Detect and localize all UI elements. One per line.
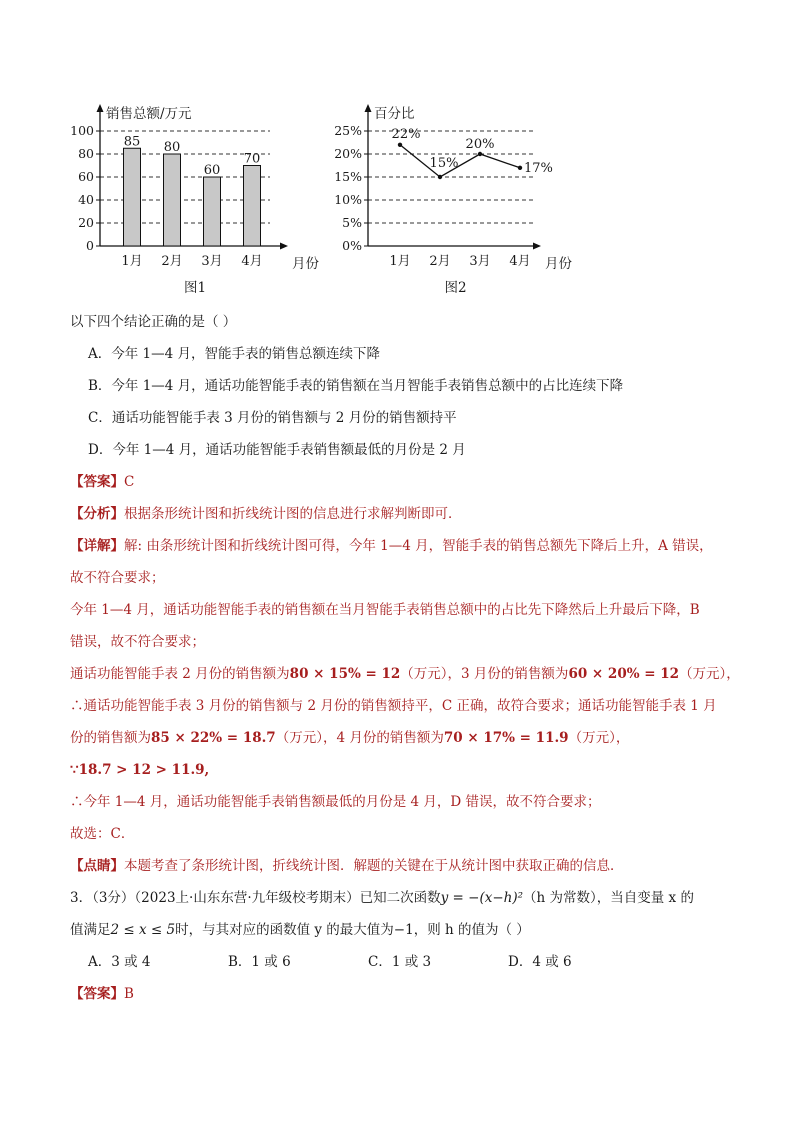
y-axis-arrow xyxy=(365,104,372,112)
detail-line-9: ∴今年 1—4 月，通话功能智能手表销售额最低的月份是 4 月，D 错误，故不符合要求； xyxy=(70,794,601,810)
detail-7a: 份的销售额为 xyxy=(70,730,151,746)
q3-line2a: 值满足 xyxy=(70,922,111,938)
formula-jan: 85 × 22% = 18.7 xyxy=(151,730,276,746)
detail-text-1: 解: 由条形统计图和折线统计图可得，今年 1—4 月，智能手表的销售总额先下降后上升，A 错误， xyxy=(124,538,713,554)
formula-feb: 80 × 15% = 12 xyxy=(289,666,401,682)
data-point xyxy=(478,152,482,156)
x-axis-label: 月份 xyxy=(292,256,319,272)
y-axis-label: 销售总额/万元 xyxy=(106,106,192,122)
answer-tag: 【答案】 xyxy=(70,474,124,490)
figure-caption: 图1 xyxy=(183,280,207,296)
y-tick-label: 10% xyxy=(334,192,362,207)
data-label: 17% xyxy=(524,160,553,176)
data-label: 60 xyxy=(203,163,221,178)
y-tick-label: 0 xyxy=(86,238,94,253)
comment-tag: 【点睛】 xyxy=(70,858,124,874)
x-axis-label: 月份 xyxy=(545,256,572,272)
y-tick-label: 25% xyxy=(334,123,362,138)
x-tick-label: 2月 xyxy=(429,254,451,269)
x-axis-arrow xyxy=(280,243,288,250)
y-tick-label: 100 xyxy=(70,123,94,138)
detail-5c: （万元），3 月份的销售额为 xyxy=(400,666,569,682)
y-tick-label: 0% xyxy=(342,238,362,253)
data-label: 70 xyxy=(243,151,261,167)
detail-line-4: 错误，故不符合要求； xyxy=(70,634,205,650)
x-tick-label: 4月 xyxy=(241,254,263,269)
y-axis-label: 百分比 xyxy=(374,106,415,122)
detail-line-7 xyxy=(70,728,629,748)
data-label: 85 xyxy=(123,134,141,150)
question-3-line-1 xyxy=(70,888,694,908)
data-label: 22% xyxy=(391,126,421,142)
question-3-line-2 xyxy=(70,920,530,940)
data-label: 15% xyxy=(429,156,459,171)
detail-line-6: ∴通话功能智能手表 3 月份的销售额与 2 月份的销售额持平，C 正确，故符合要求；通话功能智能手表 1 月 xyxy=(70,698,717,714)
detail-line-1 xyxy=(70,536,713,556)
figure-caption: 图2 xyxy=(444,280,467,296)
y-tick-label: 80 xyxy=(78,146,94,161)
detail-line-2: 故不符合要求； xyxy=(70,570,165,586)
option-a: A．今年 1—4 月，智能手表的销售总额连续下降 xyxy=(88,346,381,362)
option-d: D．今年 1—4 月，通话功能智能手表销售额最低的月份是 2 月 xyxy=(88,442,466,458)
q3-option-c: C．1 或 3 xyxy=(368,954,432,970)
x-tick-label: 3月 xyxy=(469,254,491,269)
q3-answer-line xyxy=(70,984,134,1004)
bar-chart xyxy=(60,98,319,303)
analysis-tag: 【分析】 xyxy=(70,506,124,522)
option-c: C．通话功能智能手表 3 月份的销售额与 2 月份的销售额持平 xyxy=(88,410,457,426)
bar xyxy=(244,166,261,247)
data-point xyxy=(518,166,522,170)
q3-line2b: 时，与其对应的函数值 y 的最大值为−1，则 h 的值为（ ） xyxy=(175,922,530,938)
analysis-text: 根据条形统计图和折线统计图的信息进行求解判断即可． xyxy=(124,506,462,522)
line-chart xyxy=(328,98,618,303)
q3-prefix: 3．（3分）（2023上·山东东营·九年级校考期末）已知二次函数 xyxy=(70,890,441,906)
detail-line-3: 今年 1—4 月，通话功能智能手表的销售额在当月智能手表销售总额中的占比先下降然后上升最后下降，B xyxy=(70,602,700,618)
detail-line-8: ∵18.7 > 12 > 11.9, xyxy=(70,762,210,778)
y-tick-label: 60 xyxy=(78,169,94,184)
formula-mar: 60 × 20% = 12 xyxy=(568,666,680,682)
detail-line-10: 故选：C． xyxy=(70,826,135,842)
detail-5e: （万元）， xyxy=(679,666,740,682)
q3-formula: y = −(x−h)² xyxy=(440,890,524,906)
question-stem: 以下四个结论正确的是（ ） xyxy=(70,314,237,330)
q3-option-a: A．3 或 4 xyxy=(88,954,151,970)
bar xyxy=(164,154,181,246)
data-point xyxy=(438,175,442,179)
formula-apr: 70 × 17% = 11.9 xyxy=(443,730,569,746)
q3-range: 2 ≤ x ≤ 5 xyxy=(110,922,176,938)
y-tick-label: 20% xyxy=(334,146,362,161)
detail-line-5 xyxy=(70,664,740,684)
x-tick-label: 1月 xyxy=(121,254,143,269)
answer-line xyxy=(70,472,134,492)
data-label: 20% xyxy=(465,137,495,152)
q3-answer-value: B xyxy=(124,986,134,1002)
series-line xyxy=(400,145,520,177)
bar xyxy=(124,148,141,246)
answer-value: C xyxy=(124,474,135,490)
data-label: 80 xyxy=(163,140,181,155)
charts-area xyxy=(60,98,620,303)
bar xyxy=(204,177,221,246)
comment-line xyxy=(70,856,624,876)
x-axis-arrow xyxy=(533,243,541,250)
y-tick-label: 20 xyxy=(78,215,94,230)
y-tick-label: 15% xyxy=(334,169,362,184)
detail-5a: 通话功能智能手表 2 月份的销售额为 xyxy=(70,666,290,682)
q3-option-b: B．1 或 6 xyxy=(228,954,291,970)
comment-text: 本题考查了条形统计图，折线统计图．解题的关键在于从统计图中获取正确的信息． xyxy=(124,858,624,874)
y-tick-label: 5% xyxy=(342,215,362,230)
x-tick-label: 2月 xyxy=(161,254,183,269)
q3-mid: （h 为常数），当自变量 x 的 xyxy=(523,890,694,906)
option-b: B．今年 1—4 月，通话功能智能手表的销售额在当月智能手表销售总额中的占比连续下降 xyxy=(88,378,624,394)
detail-tag: 【详解】 xyxy=(70,538,124,554)
detail-7e: （万元）， xyxy=(568,730,630,746)
q3-option-d: D．4 或 6 xyxy=(508,954,572,970)
detail-7c: （万元），4 月份的销售额为 xyxy=(275,730,444,746)
x-tick-label: 1月 xyxy=(389,254,411,269)
y-tick-label: 40 xyxy=(78,192,94,207)
analysis-line xyxy=(70,504,462,524)
x-tick-label: 3月 xyxy=(201,254,223,269)
question-3-options xyxy=(88,952,648,972)
y-axis-arrow xyxy=(97,104,104,112)
q3-answer-tag: 【答案】 xyxy=(70,986,124,1002)
data-point xyxy=(398,143,402,147)
x-tick-label: 4月 xyxy=(509,254,531,269)
